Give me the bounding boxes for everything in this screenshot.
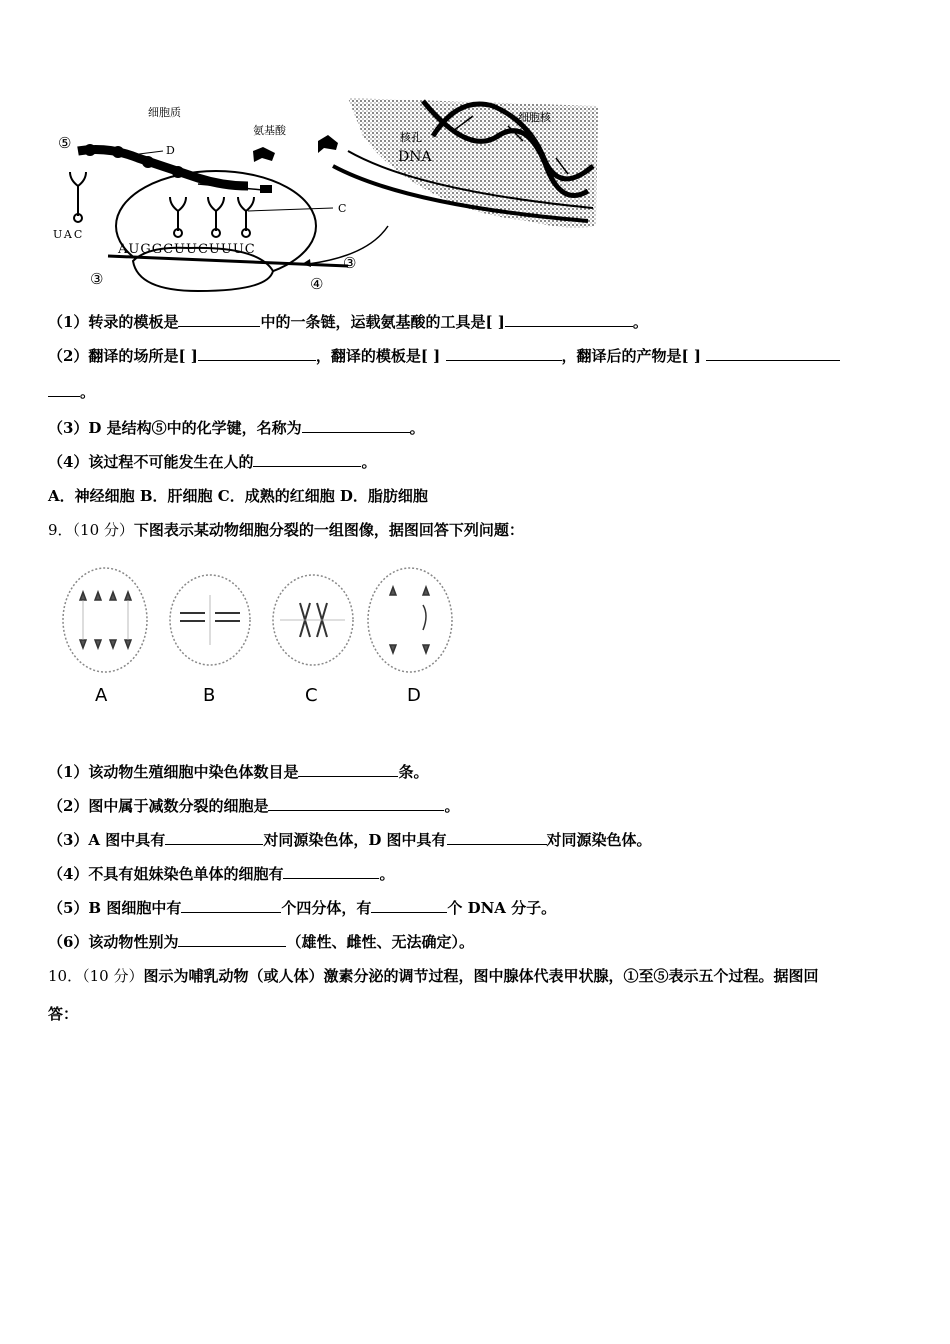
cell-division-figure — [55, 565, 465, 715]
cell-B-label: B — [203, 685, 216, 706]
q10-heading-cont: 答： — [48, 1005, 79, 1023]
q9-part1: （1）该动物生殖细胞中染色体数目是 条。 — [48, 763, 429, 781]
label-3a: ③ — [90, 270, 104, 288]
cell-D-label: D — [407, 685, 421, 706]
amino-acid-label: 氨基酸 — [253, 124, 286, 137]
q8-part3: （3）D 是结构⑤中的化学键，名称为 。 — [48, 419, 425, 437]
q8-part2: （2）翻译的场所是[ ] ，翻译的模板是[ ] ，翻译后的产物是[ ] — [48, 346, 840, 366]
q9-part2: （2）图中属于减数分裂的细胞是 。 — [48, 797, 460, 815]
cytoplasm-label: 细胞质 — [148, 106, 181, 119]
dna-label: DNA — [398, 149, 432, 165]
q8-options: A．神经细胞 B．肝细胞 C．成熟的红细胞 D．脂肪细胞 — [48, 487, 428, 505]
pore-label: 核孔 — [400, 131, 422, 144]
mrna-seq: AUGGCUUCUUUC — [118, 242, 256, 257]
label-C: C — [338, 202, 347, 215]
q8-part1: （1）转录的模板是 中的一条链，运载氨基酸的工具是[ ] 。 — [48, 313, 648, 331]
translation-diagram — [48, 96, 603, 296]
anticodon-label: UAC — [53, 228, 85, 241]
cell-A-label: A — [95, 685, 108, 706]
cell-C-label: C — [305, 685, 318, 706]
label-4: ④ — [310, 275, 324, 293]
label-D: D — [166, 144, 175, 157]
q9-part5: （5）B 图细胞中有 个四分体，有 个 DNA 分子。 — [48, 899, 557, 917]
q8-part4: （4）该过程不可能发生在人的 。 — [48, 453, 377, 471]
nucleus-label: 细胞核 — [518, 111, 551, 124]
q9-part3: （3）A 图中具有 对同源染色体，D 图中具有 对同源染色体。 — [48, 831, 652, 849]
q8-part2-cont: 。 — [48, 382, 95, 402]
q10-heading: 10．（10 分）图示为哺乳动物（或人体）激素分泌的调节过程，图中腺体代表甲状腺，①至⑤表示五个过程。据图回 — [48, 967, 819, 985]
q9-part4: （4）不具有姐妹染色单体的细胞有 。 — [48, 865, 395, 883]
label-3b: ③ — [343, 254, 357, 272]
label-5: ⑤ — [58, 134, 72, 152]
q9-part6: （6）该动物性别为 （雄性、雌性、无法确定）。 — [48, 933, 474, 951]
q9-heading: 9．（10 分）下图表示某动物细胞分裂的一组图像，据图回答下列问题： — [48, 521, 524, 539]
